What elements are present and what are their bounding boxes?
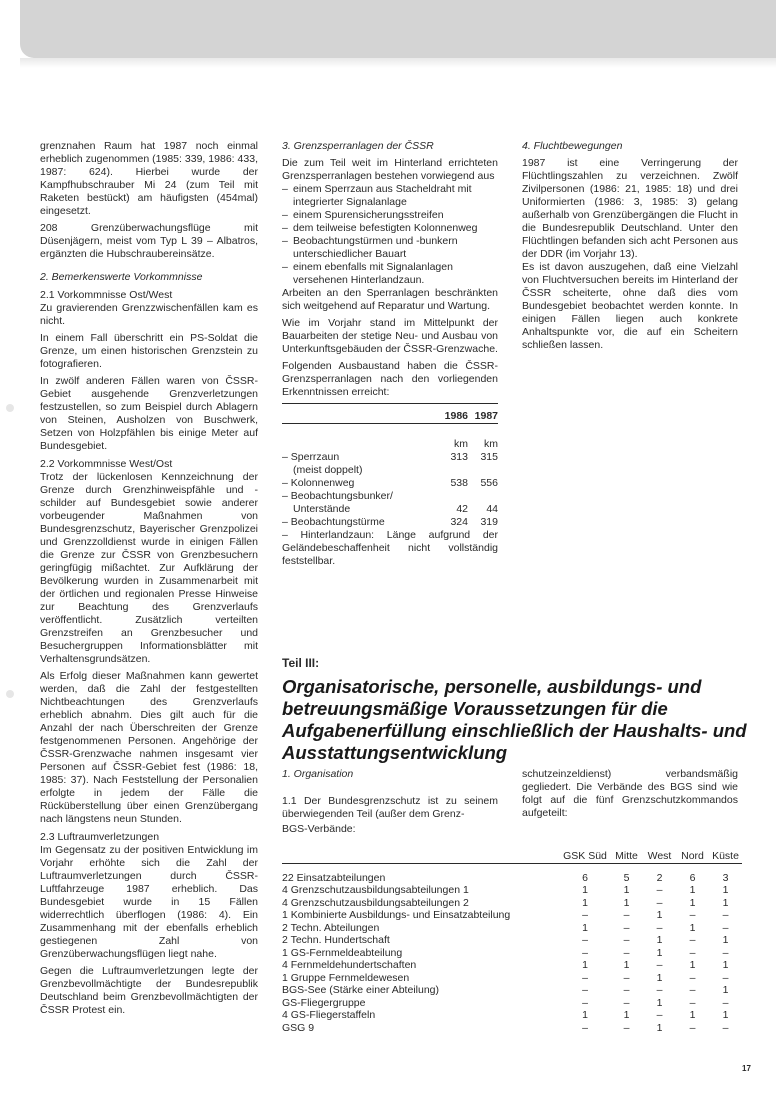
cell-value: 1 — [722, 896, 729, 909]
cell-value: – — [623, 1021, 630, 1034]
section-heading: 4. Fluchtbewegungen — [522, 140, 623, 152]
cell-value: 1 — [656, 934, 663, 946]
header-band — [20, 0, 776, 58]
table-row — [282, 959, 742, 972]
paragraph: Wie im Vorjahr stand im Mittelpunkt der Bauarbeiten der stetige Neu- und Ausbau von Unterkunftsgebäuden der ČSSR-Grenzwache. — [282, 317, 498, 355]
table-header-row — [282, 850, 742, 863]
cell-value: – — [582, 984, 588, 996]
cell-value: – — [722, 909, 729, 921]
cell-value: 1 — [722, 959, 729, 971]
list-item: – dem teilweise befestigten Kolonnenweg — [282, 222, 498, 235]
table-row — [282, 997, 742, 1010]
cell-value: 2 — [656, 871, 663, 884]
cell-value: 6 — [689, 871, 696, 884]
list-item: – einem Sperrzaun aus Stacheldraht mit integrierter Signalanlage — [282, 183, 498, 209]
paragraph: 1.1 Der Bundesgrenzschutz ist zu seinem überwiegenden Teil (außer dem Grenz- — [282, 795, 498, 820]
row-label: (meist doppelt) — [293, 464, 363, 476]
table-row — [282, 490, 498, 503]
row-label: 22 Einsatzabteilungen — [282, 871, 386, 884]
paragraph: BGS-Verbände: — [282, 823, 356, 835]
row-label: GSG 9 — [282, 1021, 315, 1034]
paragraph: Es ist davon auszugehen, daß eine Vielzahl von Fluchtversuchen bereits im Hinterland der ČSSR scheiterte, ohne daß dies vom Bundesgebiet beobachtet werden konnte. In einigen Fällen liegen auch konkrete Anhaltspunkte vor, die auf ein Scheitern schließen lassen. — [522, 261, 738, 351]
row-label: – Sperrzaun — [282, 451, 340, 463]
section-heading: 1. Organisation — [282, 768, 354, 780]
cell-value: – — [722, 1021, 729, 1034]
table-row — [282, 934, 742, 947]
cell-value: – — [623, 909, 630, 921]
unit-label: km — [484, 438, 498, 450]
cell-value: – — [656, 884, 663, 896]
table-row — [282, 897, 742, 910]
value-1986: 538 — [450, 477, 468, 489]
value-1986 — [434, 464, 468, 477]
unit-label: km — [454, 438, 468, 450]
cell-value: 1 — [689, 896, 696, 909]
cell-value: 5 — [623, 871, 630, 884]
cell-value: 6 — [582, 871, 588, 884]
paragraph: Als Erfolg dieser Maßnahmen kann gewertet werden, daß die Zahl der festgestellten Nichtbeachtungen des Grenzverlaufs erheblich abnahm. Dies gilt auch für die Anzahl der nach Überschreiten der Grenze festgenommenen Personen. Angehörige der ČSSR-Grenzwache nahmen insgesamt vier Personen auf ČSSR-Gebiet fest (1986: 18, 1985: 37). Nach Feststellung der Personalien erfolgte in jedem der Fälle die Rücküberstellung über einen Grenzübergang nach längstens neun Stunden. — [40, 670, 258, 825]
row-label: Unterstände — [293, 503, 351, 515]
cell-value: – — [623, 921, 630, 934]
row-label: 4 Fernmeldehundertschaften — [282, 959, 417, 971]
cell-value: – — [582, 934, 588, 946]
table-row — [282, 451, 498, 464]
paragraph: 208 Grenzüberwachungsflüge mit Düsenjägern, meist vom Typ L 39 – Albatros, ergänzten die Hubschraubereinsätze. — [40, 222, 258, 260]
cell-value: – — [656, 984, 663, 996]
row-label: 1 GS-Fernmeldeabteilung — [282, 946, 403, 959]
cell-value: – — [582, 909, 588, 921]
cell-value: 1 — [689, 1009, 696, 1021]
subsection-heading: 2.1 Vorkommnisse Ost/West — [40, 289, 173, 301]
table-note: – Hinterlandzaun: Länge aufgrund der Geländebeschaffenheit nicht vollständig feststellbar. — [282, 529, 498, 567]
cell-value: – — [623, 984, 630, 996]
paragraph: Zu gravierenden Grenzzwischenfällen kam es nicht. — [40, 302, 258, 327]
value-1986 — [434, 490, 468, 503]
paragraph: Gegen die Luftraumverletzungen legte der Grenzbevollmächtigte der Bundesrepublik Deutschland beim Grenzbevollmächtigten der ČSSR Protest ein. — [40, 965, 258, 1016]
column-middle — [282, 140, 498, 568]
cell-value: 1 — [582, 959, 588, 971]
cell-value: – — [623, 996, 630, 1009]
paragraph: Trotz der lückenlosen Kennzeichnung der Grenze durch Grenzhinweispfähle und -schilder auf Bundesgebiet sowie anderer vorbeugender Maßnahmen von Bundesgrenzschutz, Bayerischer Grenzpolizei und Grenzzolldienst wurde in einigen Fällen die Grenze zur ČSSR von Grenzbesuchern geringfügig mißachtet. Zur Aufklärung der Bevölkerung wurden in Zusammenarbeit mit der örtlichen und regionalen Presse Hinweise zur Beachtung des Grenzverlaufs veröffentlicht. Zusätzlich verteilten Grenzstreifen an Grenzbesucher und Besuchergruppen Informationsblätter mit Verhaltensgrundsätzen. — [40, 471, 258, 665]
column-left — [40, 140, 258, 1021]
row-label: 4 Grenzschutzausbildungsabteilungen 1 — [282, 884, 469, 896]
ausbaustand-table — [282, 403, 498, 568]
row-label: 1 Kombinierte Ausbildungs- und Einsatzabteilung — [282, 909, 511, 921]
cell-value: – — [623, 946, 630, 959]
cell-value: – — [656, 896, 663, 909]
punch-hole — [6, 690, 14, 698]
row-label: BGS-See (Stärke einer Abteilung) — [282, 984, 439, 996]
organisation-left — [282, 768, 498, 840]
row-label: – Beobachtungsbunker/ — [282, 490, 393, 502]
gsk-table — [282, 850, 742, 1034]
cell-value: 1 — [656, 1021, 663, 1034]
cell-value: – — [689, 996, 696, 1009]
cell-value: 1 — [582, 884, 588, 896]
row-label: – Beobachtungstürme — [282, 516, 385, 528]
cell-value: – — [689, 934, 696, 946]
row-label: – Kolonnenweg — [282, 477, 355, 489]
cell-value: – — [722, 946, 729, 959]
table-row — [282, 503, 498, 516]
table-row — [282, 1009, 742, 1022]
value-1987: 44 — [486, 503, 498, 515]
page-number: 17 — [742, 1064, 751, 1073]
organisation-right — [522, 768, 738, 824]
paragraph: In zwölf anderen Fällen waren von ČSSR-Gebiet ausgehende Grenzverletzungen festzustellen, so zum Beispiel durch Ablagern von Steinen, Ausholzen von Buschwerk, Setzen von Holzpfählen bis einige Meter auf Bundesgebiet. — [40, 375, 258, 452]
table-row — [282, 464, 498, 477]
part-label: Teil III: — [282, 656, 320, 670]
cell-value: – — [656, 959, 663, 971]
cell-value: – — [656, 1009, 663, 1021]
section-heading: 3. Grenzsperranlagen der ČSSR — [282, 140, 434, 152]
value-1986: 324 — [450, 516, 468, 528]
value-1987: 556 — [480, 477, 498, 489]
list-item: – Beobachtungstürmen und -bunkern unterschiedlicher Bauart — [282, 235, 498, 261]
cell-value: 3 — [722, 871, 729, 884]
subsection-heading: 2.3 Luftraumverletzungen — [40, 831, 160, 843]
table-row — [282, 947, 742, 960]
header-band-shadow — [20, 58, 776, 68]
punch-hole — [6, 404, 14, 412]
paragraph: grenznahen Raum hat 1987 noch einmal erheblich zugenommen (1985: 339, 1986: 433, 1987: 624). Hierbei wurde der Kampfhubschrauber Mi 24 (zum Teil mit Raketen bestückt) am häufigsten (454mal) eingesetzt. — [40, 140, 258, 217]
cell-value: 1 — [623, 896, 630, 909]
sperranlagen-list — [282, 183, 498, 287]
column-header: Nord — [681, 850, 704, 862]
cell-value: – — [689, 909, 696, 921]
cell-value: 1 — [722, 984, 729, 996]
cell-value: 1 — [623, 959, 630, 971]
cell-value: – — [623, 971, 630, 984]
column-right — [522, 140, 738, 356]
part-title: Organisatorische, personelle, ausbildungs- und betreuungsmäßige Voraussetzungen für die Aufgabenerfüllung einschließlich der Haushalts- und Ausstattungsentwicklung — [282, 676, 747, 763]
cell-value: – — [689, 984, 696, 996]
cell-value: – — [582, 946, 588, 959]
table-row — [282, 884, 742, 897]
column-header: Mitte — [615, 850, 638, 862]
cell-value: 1 — [689, 921, 696, 934]
cell-value: 1 — [722, 884, 729, 896]
cell-value: 1 — [623, 884, 630, 896]
cell-value: – — [582, 1021, 588, 1034]
paragraph: Im Gegensatz zu der positiven Entwicklung im Vorjahr erhöhte sich die Zahl der Luftraumverletzungen durch ČSSR-Luftfahrzeuge 1987 erheblich. Das Bundesgebiet wurde in 15 Fällen widerrechtlich überflogen (1986: 4). Ein Zusammenhang mit der ebenfalls erheblich gestiegenen Zahl von Grenzüberwachungsflügen liegt nahe. — [40, 844, 258, 960]
row-label: 1 Gruppe Fernmeldewesen — [282, 971, 410, 984]
row-label: 2 Techn. Hundertschaft — [282, 934, 390, 946]
column-header-1986: 1986 — [444, 410, 468, 422]
cell-value: – — [689, 946, 696, 959]
cell-value: – — [582, 971, 588, 984]
table-row — [282, 1022, 742, 1035]
cell-value: 1 — [582, 921, 588, 934]
paragraph: Folgenden Ausbaustand haben die ČSSR-Grenzsperranlagen nach den vorliegenden Erkenntnissen erreicht: — [282, 360, 498, 398]
subsection-heading: 2.2 Vorkommnisse West/Ost — [40, 458, 173, 470]
cell-value: 1 — [656, 946, 663, 959]
paragraph: Die zum Teil weit im Hinterland errichteten Grenzsperranlagen bestehen vorwiegend aus — [282, 157, 498, 182]
cell-value: 1 — [689, 959, 696, 971]
column-header-1987: 1987 — [474, 410, 498, 422]
list-item: – einem ebenfalls mit Signalanlagen versehenen Hinterlandzaun. — [282, 261, 498, 287]
cell-value: – — [722, 971, 729, 984]
table-row — [282, 909, 742, 922]
value-1987: 319 — [480, 516, 498, 528]
table-row — [282, 477, 498, 490]
paragraph: Arbeiten an den Sperranlagen beschränkten sich weitgehend auf Reparatur und Wartung. — [282, 287, 498, 312]
value-1987 — [468, 490, 498, 503]
cell-value: 1 — [582, 1009, 588, 1021]
cell-value: 1 — [722, 934, 729, 946]
cell-value: 1 — [656, 909, 663, 921]
cell-value: – — [623, 934, 630, 946]
column-header: West — [647, 850, 672, 862]
cell-value: 1 — [656, 971, 663, 984]
paragraph: 1987 ist eine Verringerung der Flüchtlingszahlen zu verzeichnen. Zwölf Zivilpersonen (1986: 21, 1985: 18) und drei Uniformierten (1986: 3, 1985: 3) gelang außerhalb von Grenzübergängen die Flucht in die Bundesrepublik Deutschland. Unter den Flüchtlingen befanden sich acht Personen aus der DDR (im Vorjahr 13). — [522, 157, 738, 260]
cell-value: – — [722, 921, 729, 934]
section-heading: 2. Bemerkenswerte Vorkommnisse — [40, 271, 203, 283]
value-1987 — [468, 464, 498, 477]
table-row — [282, 922, 742, 935]
row-label: 2 Techn. Abteilungen — [282, 921, 380, 934]
row-label: 4 Grenzschutzausbildungsabteilungen 2 — [282, 896, 469, 909]
table-row — [282, 872, 742, 885]
cell-value: 1 — [689, 884, 696, 896]
paragraph: schutzeinzeldienst) verbandsmäßig gegliedert. Die Verbände des BGS sind wie folgt auf die fünf Grenzschutzkommandos aufgeteilt: — [522, 768, 738, 819]
cell-value: 1 — [623, 1009, 630, 1021]
cell-value: – — [656, 921, 663, 934]
table-row — [282, 516, 498, 529]
value-1987: 315 — [480, 451, 498, 463]
table-row — [282, 984, 742, 997]
column-header: GSK Süd — [563, 850, 607, 862]
row-label: 4 GS-Fliegerstaffeln — [282, 1009, 376, 1021]
column-header: Küste — [712, 850, 739, 862]
row-label: GS-Fliegergruppe — [282, 996, 366, 1009]
cell-value: 1 — [582, 896, 588, 909]
value-1986: 42 — [456, 503, 468, 515]
paragraph: In einem Fall überschritt ein PS-Soldat die Grenze, um einen historischen Grenzstein zu fotografieren. — [40, 332, 258, 370]
cell-value: – — [689, 971, 696, 984]
cell-value: – — [689, 1021, 696, 1034]
table-row — [282, 972, 742, 985]
list-item: – einem Spurensicherungsstreifen — [282, 209, 498, 222]
cell-value: 1 — [722, 1009, 729, 1021]
value-1986: 313 — [450, 451, 468, 463]
cell-value: – — [582, 996, 588, 1009]
cell-value: – — [722, 996, 729, 1009]
cell-value: 1 — [656, 996, 663, 1009]
